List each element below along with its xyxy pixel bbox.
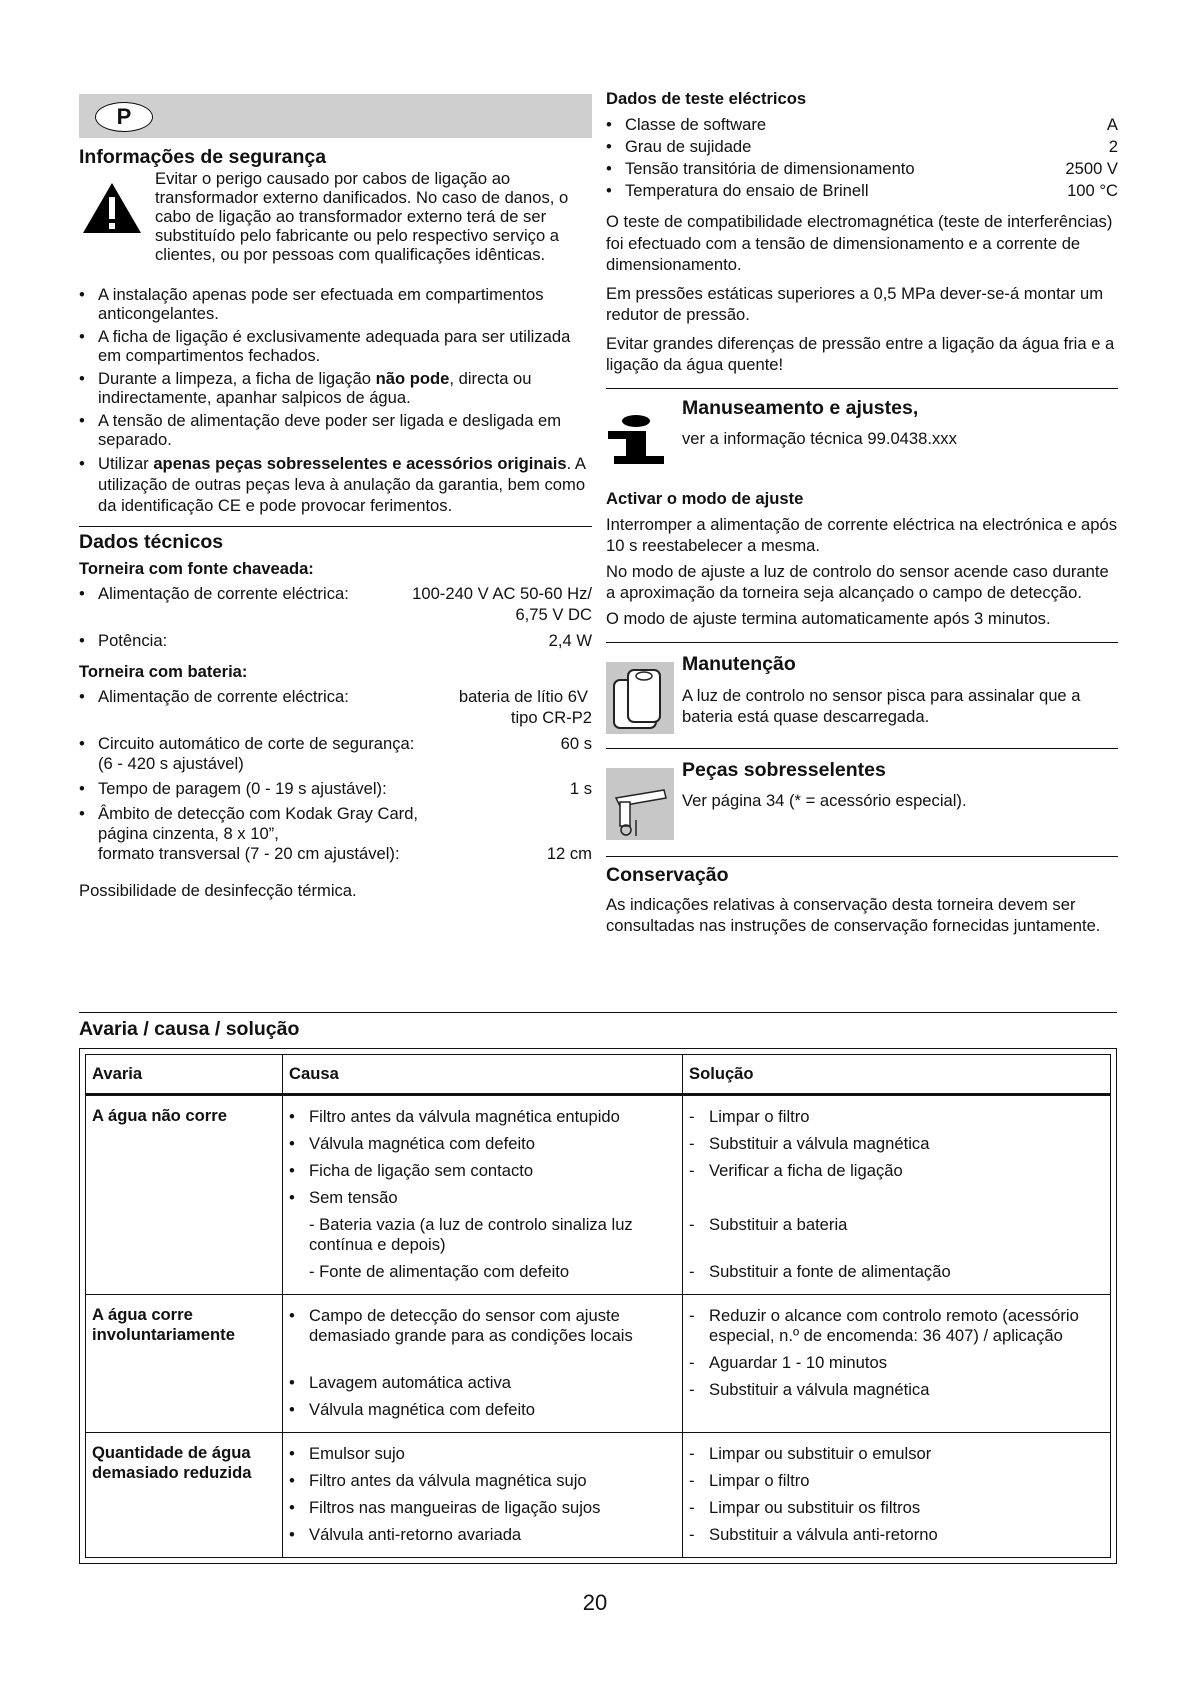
electrical-row: • Classe de software A — [625, 115, 1118, 134]
language-header-bar — [79, 94, 592, 138]
safety-item: • Durante a limpeza, a ficha de ligação não pode, directa ou indirectamente, apanhar salpicos de água. — [79, 369, 592, 407]
adjust-text: O modo de ajuste termina automaticamente após 3 minutos. — [606, 608, 1051, 628]
table-row — [86, 1433, 1111, 1558]
spec-row: • Tempo de paragem (0 - 19 s ajustável): 1 s — [98, 779, 592, 798]
disinfection-note: Possibilidade de desinfecção térmica. — [79, 881, 357, 900]
right-column — [606, 88, 1118, 936]
header-solution: Solução — [683, 1055, 1111, 1095]
spec-row: • Circuito automático de corte de segurança: 60 s — [98, 734, 592, 753]
left-column — [79, 94, 592, 901]
warning-text: Evitar o perigo causado por cabos de ligação ao transformador externo danificados. No caso de danos, o cabo de ligação ao transformador externo terá de ser substituído pelo fabricante ou pelo respectivo serviço a clientes, ou por pessoas com qualificações idênticas. — [155, 169, 569, 264]
cause-cell: • Emulsor sujo • Filtro antes da válvula magnética sujo • Filtros nas mangueiras de ligação sujos • Válvula anti-retorno avariada — [283, 1433, 683, 1558]
maintenance-text: A luz de controlo no sensor pisca para assinalar que a bateria está quase descarregada. — [682, 685, 1081, 726]
warning-triangle-icon — [81, 181, 143, 235]
electrical-list — [606, 114, 1118, 202]
trouble-table-frame — [79, 1048, 1117, 1564]
care-text: As indicações relativas à conservação desta torneira devem ser consultadas nas instruções de conservação fornecidas juntamente. — [606, 894, 1101, 935]
safety-item: • A ficha de ligação é exclusivamente adequada para ser utilizada em compartimentos fechados. — [79, 327, 592, 365]
table-header-row — [86, 1055, 1111, 1095]
electrical-row: • Tensão transitória de dimensionamento 2500 V — [625, 159, 1118, 178]
switched-subtitle: Torneira com fonte chaveada: — [79, 559, 314, 578]
table-row — [86, 1095, 1111, 1295]
battery-subtitle: Torneira com bateria: — [79, 662, 248, 681]
switched-specs: • Alimentação de corrente eléctrica: 100-240 V AC 50-60 Hz/ 6,75 V DC • Potência: 2,4 W — [79, 583, 592, 651]
safety-warning — [79, 169, 592, 281]
fault-cell: Quantidade de água demasiado reduzida — [86, 1433, 283, 1558]
trouble-table — [85, 1054, 1111, 1558]
care-title: Conservação — [606, 863, 729, 886]
battery-specs: • Alimentação de corrente eléctrica: bateria de lítio 6V tipo CR-P2 • Circuito automático de corte de segurança: 60 s (6 - 420 s ajustável) • Tempo de paragem (0 - 19 s ajustável): 1 s • Âmbito de detecção com Kodak Gray Card, página cinzenta, 8 x 10”, formato transversal (7 - 20 cm ajustável): 12 cm — [79, 686, 592, 864]
maintenance-title: Manutenção — [682, 652, 796, 675]
safety-title: Informações de segurança — [79, 146, 327, 168]
solution-cell: - Limpar o filtro - Substituir a válvula magnética - Verificar a ficha de ligação - Substituir a bateria - Substituir a fonte de alimentação — [683, 1095, 1111, 1295]
troubleshooting-section — [79, 1012, 1117, 1564]
cause-cell: • Campo de detecção do sensor com ajuste demasiado grande para as condições locais • Lavagem automática activa • Válvula magnética com defeito — [283, 1295, 683, 1433]
pressure-diff-text: Evitar grandes diferenças de pressão entre a ligação da água fria e a ligação da água quente! — [606, 333, 1115, 374]
faucet-icon — [606, 768, 674, 840]
battery-icon — [606, 662, 674, 734]
spares-title: Peças sobresselentes — [682, 758, 886, 781]
safety-item: • A tensão de alimentação deve poder ser ligada e desligada em separado. — [79, 411, 592, 449]
table-row — [86, 1295, 1111, 1433]
trouble-title: Avaria / causa / solução — [79, 1018, 300, 1040]
tech-title: Dados técnicos — [79, 531, 224, 553]
cause-cell: • Filtro antes da válvula magnética entupido • Válvula magnética com defeito • Ficha de ligação sem contacto • Sem tensão - Bateria vazia (a luz de controlo sinaliza luz contínua e depois) - Fonte de alimentação com defeito — [283, 1095, 683, 1295]
adjust-title: Activar o modo de ajuste — [606, 488, 804, 508]
pressure-text: Em pressões estáticas superiores a 0,5 MPa dever-se-á montar um redutor de pressão. — [606, 283, 1104, 324]
language-badge: P — [95, 102, 153, 132]
maintenance-section — [606, 652, 1118, 748]
spec-row: • Alimentação de corrente eléctrica: 100-240 V AC 50-60 Hz/ — [98, 584, 592, 603]
fault-cell: A água não corre — [86, 1095, 283, 1295]
info-icon — [606, 414, 666, 466]
safety-item: • Utilizar apenas peças sobresselentes e acessórios originais. A utilização de outras peças leva à anulação da garantia, bem como da identificação CE e pode provocar ferimentos. — [79, 453, 592, 516]
spec-row: • Alimentação de corrente eléctrica: bateria de lítio 6V — [98, 687, 588, 706]
adjust-text: Interromper a alimentação de corrente eléctrica na electrónica e após 10 s reestabelecer a mesma. — [606, 514, 1117, 555]
solution-cell: - Reduzir o alcance com controlo remoto (acessório especial, n.º de encomenda: 36 407) / aplicação - Aguardar 1 - 10 minutos - Substituir a válvula magnética — [683, 1295, 1111, 1433]
safety-list — [79, 285, 592, 516]
emc-text: O teste de compatibilidade electromagnética (teste de interferências) foi efectuado com a tensão de dimensionamento e a corrente de dimensionamento. — [606, 212, 1113, 274]
fault-cell: A água corre involuntariamente — [86, 1295, 283, 1433]
handling-text: ver a informação técnica 99.0438.xxx — [682, 428, 957, 448]
electrical-row: • Grau de sujidade 2 — [625, 137, 1118, 156]
spec-row: formato transversal (7 - 20 cm ajustável): 12 cm — [98, 844, 592, 863]
solution-cell: - Limpar ou substituir o emulsor - Limpar o filtro - Limpar ou substituir os filtros - Substituir a válvula anti-retorno — [683, 1433, 1111, 1558]
electrical-row: • Temperatura do ensaio de Brinell 100 °C — [625, 181, 1118, 200]
page-number: 20 — [582, 1590, 608, 1615]
spares-text: Ver página 34 (* = acessório especial). — [682, 790, 967, 810]
header-fault: Avaria — [86, 1055, 283, 1095]
handling-section — [606, 396, 1118, 470]
handling-title: Manuseamento e ajustes, — [682, 396, 919, 419]
spares-section — [606, 758, 1118, 856]
electrical-title: Dados de teste eléctricos — [606, 89, 807, 108]
safety-item: • A instalação apenas pode ser efectuada em compartimentos anticongelantes. — [79, 285, 592, 323]
adjust-text: No modo de ajuste a luz de controlo do sensor acende caso durante a aproximação da torneira seja alcançado o campo de detecção. — [606, 561, 1109, 602]
spec-row: • Potência: 2,4 W — [98, 631, 592, 650]
header-cause: Causa — [283, 1055, 683, 1095]
